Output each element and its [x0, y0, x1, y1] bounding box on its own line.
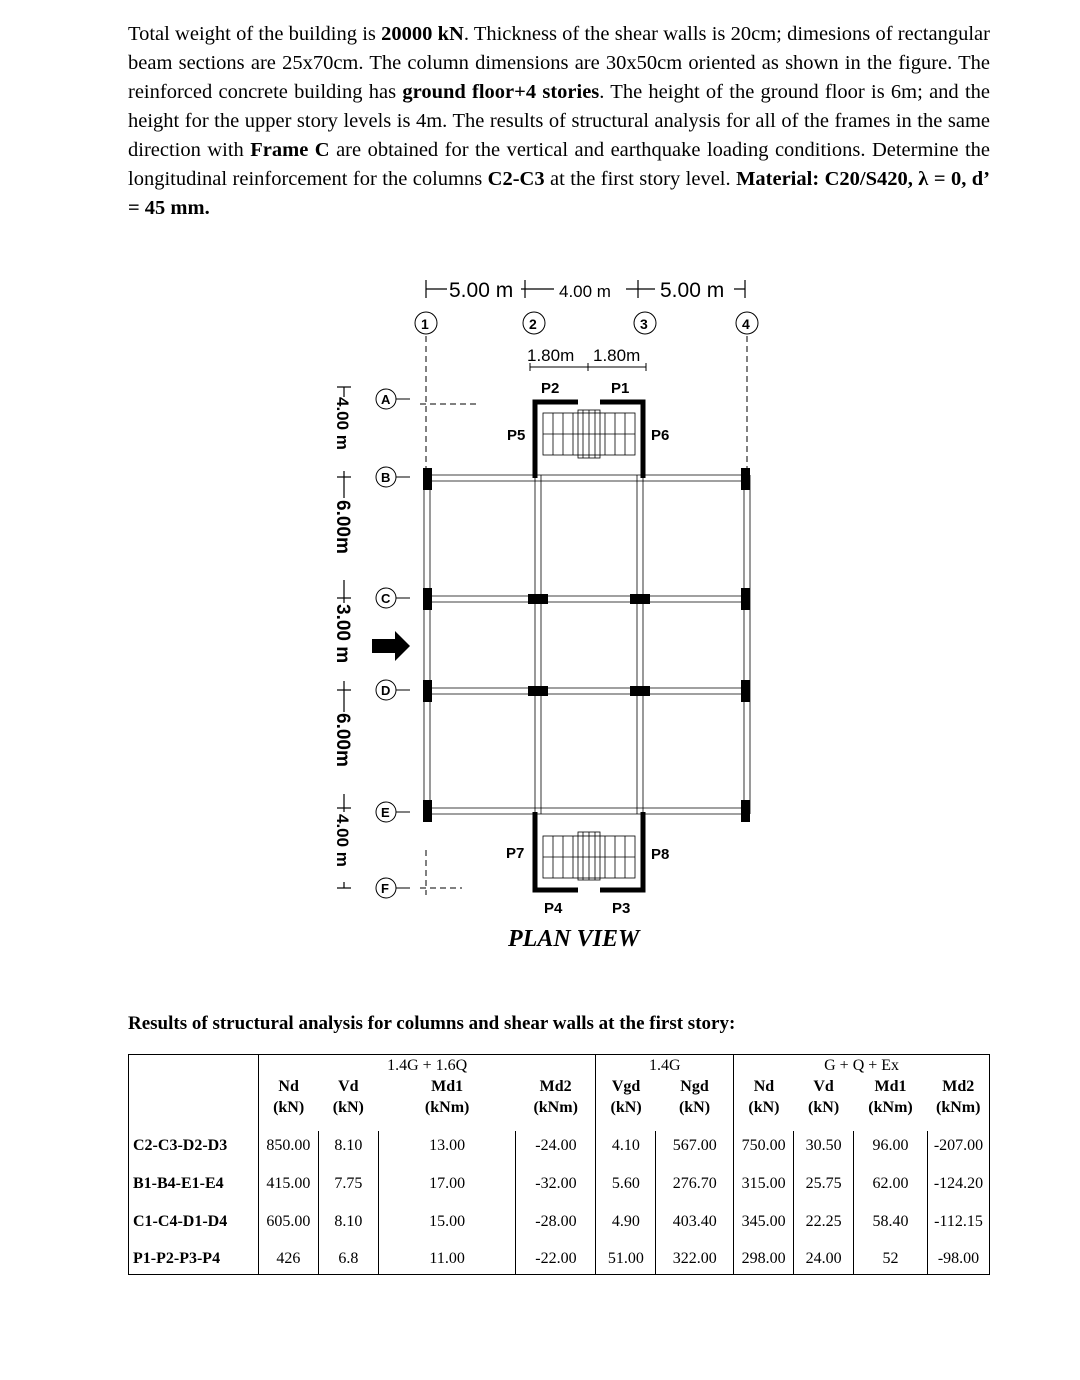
axis-label-B: B: [381, 470, 391, 485]
col-unit-md1-ex: (kNm): [868, 1099, 913, 1116]
table-row: C2-C3-D2-D3 850.00 8.10 13.00 -24.00 4.10 567.00 750.00 30.50 96.00 -207.00: [129, 1131, 990, 1161]
axis-label-E: E: [381, 805, 390, 820]
dim-left-1: 4.00 m: [333, 397, 352, 450]
dim-left-5: 4.00 m: [333, 814, 352, 867]
wall-label-p8: P8: [651, 846, 670, 863]
dim-stair-2: 1.80m: [593, 346, 641, 365]
col-unit-nd-ex: (kN): [734, 1097, 794, 1119]
axis-label-3: 3: [640, 316, 648, 332]
col-header-md1: Md1: [431, 1078, 464, 1095]
col-header-md2: Md2: [539, 1078, 572, 1095]
columns: [423, 468, 750, 822]
axis-label-2: 2: [529, 316, 537, 332]
col-unit-vgd: (kN): [596, 1097, 656, 1119]
row-label: C2-C3-D2-D3: [129, 1131, 259, 1161]
axis-label-D: D: [381, 683, 391, 698]
axis-label-1: 1: [421, 316, 429, 332]
col-unit-ngd: (kN): [678, 1099, 711, 1116]
group-header-2: 1.4G: [596, 1055, 734, 1077]
dim-top-2: 4.00 m: [559, 282, 611, 301]
plan-view-title: PLAN VIEW: [508, 926, 640, 952]
dim-left-2: 6.00m: [332, 500, 353, 554]
beam-grid: [424, 475, 750, 814]
col-header-nd-ex: Nd: [734, 1077, 794, 1097]
row-label: P1-P2-P3-P4: [129, 1245, 259, 1275]
table-row: B1-B4-E1-E4 415.00 7.75 17.00 -32.00 5.60 276.70 315.00 25.75 62.00 -124.20: [129, 1169, 990, 1199]
axis-label-A: A: [381, 392, 391, 407]
col-unit-md1: (kNm): [424, 1099, 470, 1116]
wall-label-p2: P2: [541, 380, 560, 397]
col-header-vd: Vd: [338, 1078, 359, 1095]
dim-top-3: 5.00 m: [660, 279, 725, 302]
col-header-md2-ex: Md2: [927, 1077, 989, 1097]
stair-top: [543, 410, 635, 458]
wall-label-p3: P3: [612, 900, 631, 917]
dim-left-4: 6.00m: [332, 713, 353, 767]
problem-statement: Total weight of the building is 20000 kN. Thickness of the shear walls is 20cm; dimesions of rectangular beam sections are 25x70cm. The column dimensions are 30x50cm oriented as shown in the figure. The reinforced concrete building has ground floor+4 stories. The height of the ground floor is 6m; and the height for the upper story levels is 4m. The results of structural analysis for all of the frames in the same direction with Frame C are obtained for the vertical and earthquake loading conditions. Determine the longitudinal reinforcement for the columns C2-C3 at the first story level. Material: C20/S420, λ = 0, d’ = 45 mm.: [128, 23, 991, 219]
col-header-ngd: Ngd: [680, 1078, 709, 1095]
col-unit-md2-ex: (kNm): [927, 1097, 989, 1119]
wall-label-p7: P7: [506, 845, 525, 862]
results-title: Results of structural analysis for columns and shear walls at the first story:: [128, 1013, 736, 1034]
col-header-vd-ex: Vd: [813, 1078, 834, 1095]
col-unit-vd-ex: (kN): [808, 1099, 840, 1116]
row-label: B1-B4-E1-E4: [129, 1169, 259, 1199]
col-header-vgd: Vgd: [596, 1077, 656, 1097]
col-header-nd: Nd: [258, 1077, 318, 1097]
axis-label-F: F: [381, 881, 389, 896]
group-header-1: 1.4G + 1.6Q: [258, 1055, 595, 1077]
axis-label-4: 4: [742, 316, 750, 332]
dim-stair-1: 1.80m: [527, 346, 575, 365]
dim-top-1: 5.00 m: [449, 279, 514, 302]
wall-label-p6: P6: [651, 427, 670, 444]
col-unit-md2: (kNm): [533, 1099, 578, 1116]
stair-bottom: [543, 832, 635, 880]
table-row: C1-C4-D1-D4 605.00 8.10 15.00 -28.00 4.90 403.40 345.00 22.25 58.40 -112.15: [129, 1207, 990, 1237]
col-unit-vd: (kN): [332, 1099, 364, 1116]
table-row: P1-P2-P3-P4 426 6.8 11.00 -22.00 51.00 322.00 298.00 24.00 52 -98.00: [129, 1245, 990, 1275]
dim-left-3: 3.00 m: [332, 604, 353, 664]
direction-arrow-icon: [372, 631, 410, 661]
col-header-md1-ex: Md1: [874, 1078, 907, 1095]
wall-label-p4: P4: [544, 900, 563, 917]
group-header-3: G + Q + Ex: [734, 1055, 990, 1077]
wall-label-p1: P1: [611, 380, 630, 397]
header-blank: [129, 1055, 259, 1077]
wall-label-p5: P5: [507, 427, 526, 444]
col-unit-nd: (kN): [258, 1097, 318, 1119]
row-label: C1-C4-D1-D4: [129, 1207, 259, 1237]
axis-label-C: C: [381, 591, 391, 606]
results-table: [128, 1054, 990, 1275]
